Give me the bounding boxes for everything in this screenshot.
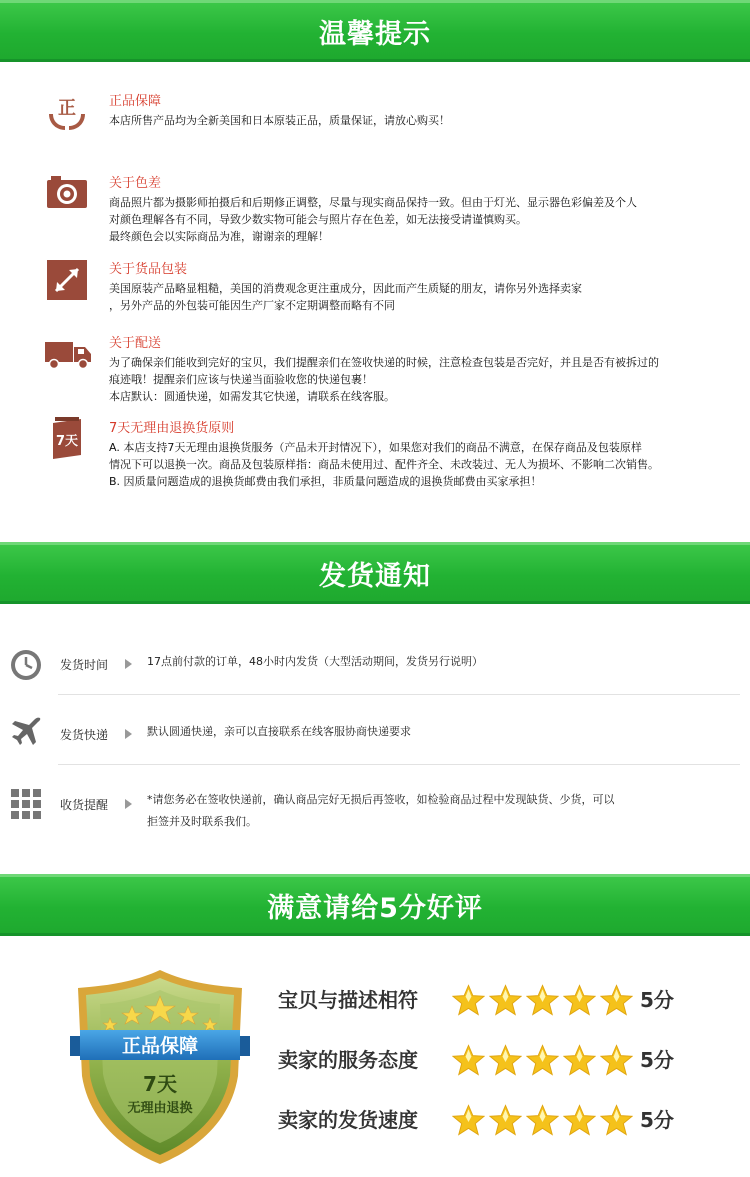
star-icon xyxy=(563,1044,596,1076)
tip-line: 最终颜色会以实际商品为准，谢谢亲的理解！ xyxy=(109,230,329,243)
rating-label: 卖家的服务态度 xyxy=(278,1048,418,1072)
tip-line: A. 本店支持7天无理由退换货服务（产品未开封情况下），如果您对我们的商品不满意，在保存商品及包装原样 xyxy=(109,441,642,454)
star-icon xyxy=(600,1104,633,1136)
tip-line: ，另外产品的外包装可能因生产厂家不定期调整而略有不同 xyxy=(109,299,395,312)
guarantee-badge xyxy=(70,966,250,1166)
star-icon xyxy=(489,1044,522,1076)
shipping-line: 17点前付款的订单，48小时内发货（大型活动期间，发货另行说明） xyxy=(147,655,483,668)
badge-days-text: 7天 xyxy=(143,1072,177,1096)
star-icon xyxy=(452,984,485,1016)
chevron-right-icon xyxy=(125,799,132,809)
star-icon xyxy=(526,984,559,1016)
shipping-text xyxy=(147,721,411,743)
rating-label: 宝贝与描述相符 xyxy=(278,988,418,1012)
shipping-text xyxy=(147,651,483,673)
rating-row xyxy=(270,980,690,1020)
divider xyxy=(58,694,740,695)
tip-line: 本店默认：圆通快递，如需发其它快递，请联系在线客服。 xyxy=(109,390,395,403)
tip-line: 痕迹哦！提醒亲们应该与快递当面验收您的快递包裹！ xyxy=(109,373,373,386)
tip-title: 正品保障 xyxy=(109,94,162,109)
rating-row xyxy=(270,1040,690,1080)
star-icon xyxy=(600,1044,633,1076)
airplane-icon xyxy=(10,716,42,748)
tip-body xyxy=(109,280,739,314)
shipping-banner xyxy=(0,542,750,604)
genuine-glyph: 正 xyxy=(58,98,76,119)
tips-heading: 温馨提示 xyxy=(319,18,431,50)
rating-banner xyxy=(0,874,750,936)
shipping-text xyxy=(147,789,615,833)
shipping-heading: 发货通知 xyxy=(319,560,431,592)
star-icon xyxy=(452,1104,485,1136)
rating-score: 5分 xyxy=(640,1108,674,1132)
star-icon xyxy=(563,1104,596,1136)
star-icon xyxy=(452,1044,485,1076)
star-icon xyxy=(600,984,633,1016)
shipping-label: 发货快递 xyxy=(60,728,109,742)
camera-icon xyxy=(45,172,89,216)
tip-line: 本店所售产品均为全新美国和日本原装正品，质量保证，请放心购买！ xyxy=(109,114,450,127)
rating-heading: 满意请给5分好评 xyxy=(267,892,483,924)
clock-icon xyxy=(10,649,42,681)
star-rating xyxy=(452,1104,633,1136)
tip-line: 对颜色理解各有不同，导致少数实物可能会与照片存在色差，如无法接受请谨慎购买。 xyxy=(109,213,527,226)
truck-icon xyxy=(45,332,89,376)
shipping-line: *请您务必在签收快递前，确认商品完好无损后再签收，如检验商品过程中发现缺货、少货，可以 xyxy=(147,793,615,806)
tip-line: 美国原装产品略显粗糙，美国的消费观念更注重成分，因此而产生质疑的朋友，请你另外选择卖家 xyxy=(109,282,582,295)
genuine-hands-icon xyxy=(45,90,89,134)
star-icon xyxy=(489,1104,522,1136)
tips-banner xyxy=(0,0,750,62)
divider xyxy=(58,764,740,765)
shipping-line: 默认圆通快递，亲可以直接联系在线客服协商快递要求 xyxy=(147,725,411,738)
shipping-line: 拒签并及时联系我们。 xyxy=(147,815,257,828)
star-icon xyxy=(489,984,522,1016)
package-arrow-icon xyxy=(45,258,89,302)
tip-line: B. 因质量问题造成的退换货邮费由我们承担，非质量问题造成的退换货邮费由买家承担！ xyxy=(109,475,542,488)
rating-score: 5分 xyxy=(640,988,674,1012)
shipping-label: 发货时间 xyxy=(60,658,109,672)
star-icon xyxy=(526,1104,559,1136)
rating-label: 卖家的发货速度 xyxy=(278,1108,418,1132)
chevron-right-icon xyxy=(125,729,132,739)
shipping-row-time xyxy=(0,648,750,688)
badge-ribbon-text: 正品保障 xyxy=(121,1035,199,1057)
tip-line: 为了确保亲们能收到完好的宝贝，我们提醒亲们在签收快递的时候，注意检查包装是否完好，并且是否有被拆过的 xyxy=(109,356,659,369)
star-rating xyxy=(452,984,633,1016)
seven-day-icon xyxy=(45,417,89,461)
rating-score: 5分 xyxy=(640,1048,674,1072)
star-icon xyxy=(526,1044,559,1076)
tip-title: 关于色差 xyxy=(109,176,162,191)
star-icon xyxy=(563,984,596,1016)
tip-title: 关于货品包装 xyxy=(109,262,188,277)
tip-line: 情况下可以退换一次。商品及包装原样指：商品未使用过、配件齐全、未改装过、无人为损坏、不影响二次销售。 xyxy=(109,458,659,471)
chevron-right-icon xyxy=(125,659,132,669)
tip-body xyxy=(109,112,739,129)
shipping-row-reminder xyxy=(0,786,750,836)
tip-title: 关于配送 xyxy=(109,336,162,351)
shipping-label: 收货提醒 xyxy=(60,798,109,812)
grid-icon xyxy=(10,788,42,820)
badge-subtitle-text: 无理由退换 xyxy=(127,1101,193,1116)
seven-day-glyph: 7天 xyxy=(55,434,79,449)
shipping-row-courier xyxy=(0,716,750,756)
tip-line: 商品照片都为摄影师拍摄后和后期修正调整，尽量与现实商品保持一致。但由于灯光、显示器色彩偏差及个人 xyxy=(109,196,637,209)
tip-title: 7天无理由退换货原则 xyxy=(109,421,235,436)
tip-body xyxy=(109,354,739,405)
tip-body xyxy=(109,194,739,245)
rating-row xyxy=(270,1100,690,1140)
star-rating xyxy=(452,1044,633,1076)
tip-body xyxy=(109,439,739,490)
